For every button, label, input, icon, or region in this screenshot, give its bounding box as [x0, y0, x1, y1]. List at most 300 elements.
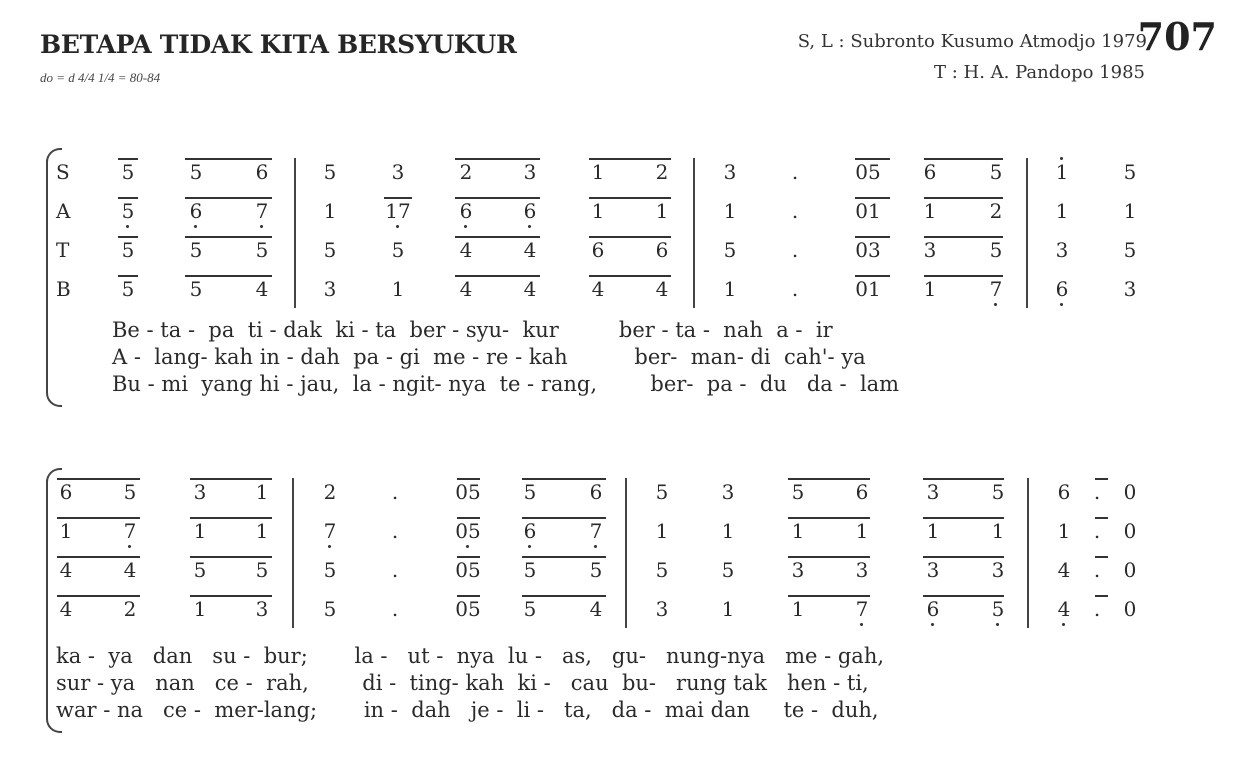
note-value: 4: [255, 277, 269, 301]
note: [180, 480, 220, 510]
note-value: 3: [991, 558, 1005, 582]
note-value: 2: [459, 160, 473, 184]
note-value: 0: [1123, 480, 1137, 504]
note: [576, 519, 616, 549]
note: [578, 199, 618, 229]
note: [242, 277, 282, 307]
note-value: 6: [459, 199, 473, 223]
note: [446, 199, 486, 229]
note-value: 5: [989, 160, 1003, 184]
barline: [1027, 478, 1029, 628]
note: [378, 160, 418, 190]
note-value: 5: [989, 238, 1003, 262]
note-value: 1: [1055, 199, 1069, 223]
duration-dot: [375, 597, 415, 627]
note: [708, 558, 748, 588]
note-value: 5: [589, 558, 603, 582]
note: [310, 238, 350, 268]
note-value: 3: [255, 597, 269, 621]
note-value: 4: [459, 277, 473, 301]
note: [976, 160, 1016, 190]
note: [46, 519, 86, 549]
note-value: 6: [655, 238, 669, 262]
note: [108, 277, 148, 307]
note-value: .: [391, 480, 399, 504]
duration-dot: [375, 480, 415, 510]
note-value: 4: [523, 238, 537, 262]
note-value: 4: [591, 277, 605, 301]
note-value: 4: [655, 277, 669, 301]
note-value: 3: [926, 558, 940, 582]
note-value: 6: [926, 597, 940, 621]
note: [46, 558, 86, 588]
note-value: 6: [189, 199, 203, 223]
note: [1110, 519, 1150, 549]
note-value: 1: [391, 277, 405, 301]
note-value: 1: [723, 277, 737, 301]
note: [642, 238, 682, 268]
note: [710, 277, 750, 307]
note: [708, 597, 748, 627]
note-value: 7: [589, 519, 603, 543]
note: [708, 480, 748, 510]
note-value: 3: [1055, 238, 1069, 262]
note-value: 3: [721, 480, 735, 504]
note-value: 0: [1123, 519, 1137, 543]
note-value: 5: [121, 238, 135, 262]
lower-octave-dot: [328, 545, 331, 548]
note: [978, 558, 1018, 588]
note: [446, 238, 486, 268]
note-value: 5: [323, 160, 337, 184]
note: [510, 160, 550, 190]
note-value: 1: [1123, 199, 1137, 223]
lyric-line-verse-2: A - lang- kah in - dah pa - gi me - re - kah ber- man- di cah'- ya: [112, 345, 866, 369]
note: [110, 480, 150, 510]
note-value: 3: [855, 558, 869, 582]
music-credit: S, L : Subronto Kusumo Atmodjo 1979: [797, 31, 1147, 52]
note: [510, 277, 550, 307]
note-value: 5: [723, 238, 737, 262]
note: [976, 277, 1016, 307]
note: [642, 558, 682, 588]
note-value: 6: [855, 480, 869, 504]
note-value: 7: [855, 597, 869, 621]
duration-dot: [775, 277, 815, 307]
note: [642, 199, 682, 229]
note-value: .: [791, 160, 799, 184]
note: [978, 597, 1018, 627]
note: [642, 519, 682, 549]
note-value: 1: [791, 597, 805, 621]
note-value: 1: [923, 199, 937, 223]
note: [448, 558, 488, 588]
barline: [1026, 158, 1028, 308]
note-value: 1: [926, 519, 940, 543]
note: [378, 277, 418, 307]
lower-octave-dot: [396, 225, 399, 228]
note-value: 5: [123, 480, 137, 504]
note: [510, 480, 550, 510]
note: [978, 519, 1018, 549]
lyric-line-verse-1: Be - ta - pa ti - dak ki - ta ber - syu- kur ber - ta - nah a - ir: [112, 318, 833, 342]
note-value: 3: [391, 160, 405, 184]
note-value: 6: [1057, 480, 1071, 504]
note: [310, 199, 350, 229]
note: [310, 597, 350, 627]
note: [378, 199, 418, 229]
note-value: 7: [255, 199, 269, 223]
note: [1042, 277, 1082, 307]
barline: [292, 478, 294, 628]
lower-octave-dot: [1062, 623, 1065, 626]
note: [176, 277, 216, 307]
note-value: .: [791, 238, 799, 262]
voice-label: B: [56, 277, 71, 301]
note: [510, 558, 550, 588]
note: [708, 519, 748, 549]
note: [578, 277, 618, 307]
barline: [625, 478, 627, 628]
note-value: 1: [1055, 160, 1069, 184]
note: [978, 480, 1018, 510]
note: [176, 238, 216, 268]
note-beam: [384, 197, 412, 199]
note-value: 0: [1123, 597, 1137, 621]
note: [242, 199, 282, 229]
note: [642, 480, 682, 510]
note: [910, 199, 950, 229]
lower-octave-dot: [994, 303, 997, 306]
note: [1110, 160, 1150, 190]
note-value: 5: [523, 480, 537, 504]
note: [842, 597, 882, 627]
note-value: 1: [721, 597, 735, 621]
lyric-line-verse-1: ka - ya dan su - bur; la - ut - nya lu - as, gu- nung-nya me - gah,: [56, 644, 885, 668]
note-value: 1: [655, 199, 669, 223]
note-value: 3: [523, 160, 537, 184]
hymn-title: BETAPA TIDAK KITA BERSYUKUR: [40, 30, 517, 59]
lower-octave-dot: [1060, 303, 1063, 306]
note-value: 4: [589, 597, 603, 621]
note: [578, 238, 618, 268]
note-value: 6: [523, 199, 537, 223]
note: [848, 238, 888, 268]
note-value: 5: [255, 558, 269, 582]
duration-dot: [375, 519, 415, 549]
note: [1110, 480, 1150, 510]
note: [176, 199, 216, 229]
note: [510, 519, 550, 549]
note-value: 3: [791, 558, 805, 582]
note: [1042, 199, 1082, 229]
note: [310, 558, 350, 588]
note-value: .: [1093, 597, 1101, 621]
voice-label: S: [56, 160, 70, 184]
note: [910, 277, 950, 307]
note: [242, 519, 282, 549]
brace-bottom: [46, 391, 62, 407]
note: [913, 597, 953, 627]
note: [108, 199, 148, 229]
lower-octave-dot: [528, 545, 531, 548]
note-value: 05: [455, 519, 481, 543]
note-value: 5: [323, 238, 337, 262]
note: [913, 519, 953, 549]
note-value: 7: [123, 519, 137, 543]
note: [913, 558, 953, 588]
text-credit: T : H. A. Pandopo 1985: [934, 62, 1145, 83]
note-value: 5: [121, 199, 135, 223]
hymn-number: 707: [1137, 14, 1217, 59]
note-value: 05: [455, 597, 481, 621]
lower-octave-dot: [128, 545, 131, 548]
note-value: 3: [193, 480, 207, 504]
note-value: 1: [721, 519, 735, 543]
note-value: 4: [1057, 597, 1071, 621]
note-value: 5: [523, 558, 537, 582]
note: [642, 277, 682, 307]
note: [108, 160, 148, 190]
note-value: 4: [123, 558, 137, 582]
note: [176, 160, 216, 190]
lower-octave-dot: [860, 623, 863, 626]
note-value: 5: [391, 238, 405, 262]
note: [46, 480, 86, 510]
note: [848, 199, 888, 229]
note: [108, 238, 148, 268]
note-value: .: [391, 519, 399, 543]
note: [448, 597, 488, 627]
note-value: .: [791, 277, 799, 301]
note: [778, 519, 818, 549]
note-value: 17: [385, 199, 411, 223]
voice-label: A: [56, 199, 71, 223]
note: [310, 277, 350, 307]
note-value: 5: [189, 277, 203, 301]
duration-dot: [775, 238, 815, 268]
note-value: 2: [655, 160, 669, 184]
note-value: 2: [989, 199, 1003, 223]
note-value: 5: [193, 558, 207, 582]
note-value: 3: [923, 238, 937, 262]
note-value: 5: [323, 597, 337, 621]
note: [110, 519, 150, 549]
note: [510, 597, 550, 627]
note-value: 5: [189, 238, 203, 262]
note-value: 1: [791, 519, 805, 543]
note-value: 5: [1123, 238, 1137, 262]
note-value: 5: [1123, 160, 1137, 184]
note-value: 5: [121, 160, 135, 184]
note: [448, 519, 488, 549]
note-value: 5: [655, 480, 669, 504]
note: [842, 519, 882, 549]
note-value: 4: [523, 277, 537, 301]
note: [778, 480, 818, 510]
note: [448, 480, 488, 510]
note-value: 1: [855, 519, 869, 543]
note-value: 6: [589, 480, 603, 504]
note-value: 1: [255, 480, 269, 504]
note-value: 6: [255, 160, 269, 184]
note: [446, 160, 486, 190]
note-value: 3: [723, 160, 737, 184]
note: [242, 558, 282, 588]
note: [180, 597, 220, 627]
lower-octave-dot: [260, 225, 263, 228]
note-value: .: [391, 558, 399, 582]
lower-octave-dot: [466, 545, 469, 548]
note: [842, 558, 882, 588]
note-value: 3: [926, 480, 940, 504]
note: [46, 597, 86, 627]
duration-dot: [775, 160, 815, 190]
note-value: .: [1093, 480, 1101, 504]
note-value: 6: [523, 519, 537, 543]
note-value: 1: [193, 519, 207, 543]
note-value: .: [1093, 519, 1101, 543]
note-value: 6: [59, 480, 73, 504]
note: [710, 199, 750, 229]
note: [242, 160, 282, 190]
note-value: 1: [723, 199, 737, 223]
note: [242, 480, 282, 510]
voice-label: T: [56, 238, 70, 262]
note-value: 1: [323, 199, 337, 223]
note-value: 1: [255, 519, 269, 543]
note: [976, 238, 1016, 268]
note: [576, 480, 616, 510]
note-value: 5: [791, 480, 805, 504]
lyric-line-verse-2: sur - ya nan ce - rah, di - ting- kah ki - cau bu- rung tak hen - ti,: [56, 671, 869, 695]
lower-octave-dot: [464, 225, 467, 228]
note: [642, 160, 682, 190]
note-value: 01: [855, 277, 881, 301]
note-value: 01: [855, 199, 881, 223]
note-value: 4: [59, 558, 73, 582]
note-value: .: [791, 199, 799, 223]
note: [310, 480, 350, 510]
note-value: 3: [655, 597, 669, 621]
note: [510, 199, 550, 229]
note: [642, 597, 682, 627]
upper-octave-dot: [1060, 157, 1063, 160]
lower-octave-dot: [996, 623, 999, 626]
lower-octave-dot: [594, 545, 597, 548]
note: [910, 160, 950, 190]
note: [1110, 199, 1150, 229]
note-value: 05: [855, 160, 881, 184]
note-value: 1: [1057, 519, 1071, 543]
note-value: 0: [1123, 558, 1137, 582]
note: [242, 238, 282, 268]
note: [913, 480, 953, 510]
duration-dot: [775, 199, 815, 229]
note: [576, 558, 616, 588]
lower-octave-dot: [528, 225, 531, 228]
note-value: 3: [323, 277, 337, 301]
note: [1110, 277, 1150, 307]
note-value: 1: [193, 597, 207, 621]
note-value: .: [1093, 558, 1101, 582]
note-value: 5: [655, 558, 669, 582]
note: [778, 558, 818, 588]
note-value: 1: [591, 199, 605, 223]
duration-dot: [375, 558, 415, 588]
note: [976, 199, 1016, 229]
note: [1042, 160, 1082, 190]
note-value: 2: [323, 480, 337, 504]
lyric-line-verse-3: Bu - mi yang hi - jau, la - ngit- nya te - rang, ber- pa - du da - lam: [112, 372, 900, 396]
note-value: 5: [721, 558, 735, 582]
note-value: 5: [991, 597, 1005, 621]
note-value: 05: [455, 558, 481, 582]
note-value: 1: [923, 277, 937, 301]
note-value: .: [391, 597, 399, 621]
system-brace: [46, 160, 48, 393]
note-value: 4: [59, 597, 73, 621]
note: [848, 160, 888, 190]
note: [848, 277, 888, 307]
note: [1110, 597, 1150, 627]
note: [242, 597, 282, 627]
note-value: 5: [323, 558, 337, 582]
note-value: 1: [655, 519, 669, 543]
note-value: 6: [1055, 277, 1069, 301]
lower-octave-dot: [931, 623, 934, 626]
note: [378, 238, 418, 268]
note-value: 4: [1057, 558, 1071, 582]
note-value: 05: [455, 480, 481, 504]
note: [576, 597, 616, 627]
note: [1110, 558, 1150, 588]
note: [446, 277, 486, 307]
note: [578, 160, 618, 190]
note: [710, 238, 750, 268]
lower-octave-dot: [194, 225, 197, 228]
note-value: 1: [59, 519, 73, 543]
note: [710, 160, 750, 190]
note: [778, 597, 818, 627]
note-value: 1: [991, 519, 1005, 543]
note-value: 5: [991, 480, 1005, 504]
note: [910, 238, 950, 268]
note: [180, 519, 220, 549]
note: [1110, 238, 1150, 268]
note: [110, 597, 150, 627]
lower-octave-dot: [126, 225, 129, 228]
note-value: 2: [123, 597, 137, 621]
note-value: 4: [459, 238, 473, 262]
note-value: 5: [255, 238, 269, 262]
note-value: 5: [189, 160, 203, 184]
barline: [693, 158, 695, 308]
note-value: 5: [523, 597, 537, 621]
note-value: 7: [323, 519, 337, 543]
note: [310, 160, 350, 190]
note: [1042, 238, 1082, 268]
tempo-key-info: do = d 4/4 1/4 = 80-84: [40, 70, 161, 85]
note-value: 7: [989, 277, 1003, 301]
note-value: 03: [855, 238, 881, 262]
note-value: 3: [1123, 277, 1137, 301]
note-value: 6: [591, 238, 605, 262]
note: [510, 238, 550, 268]
note: [842, 480, 882, 510]
lyric-line-verse-3: war - na ce - mer-lang; in - dah je - li - ta, da - mai dan te - duh,: [56, 698, 879, 722]
note-value: 6: [923, 160, 937, 184]
